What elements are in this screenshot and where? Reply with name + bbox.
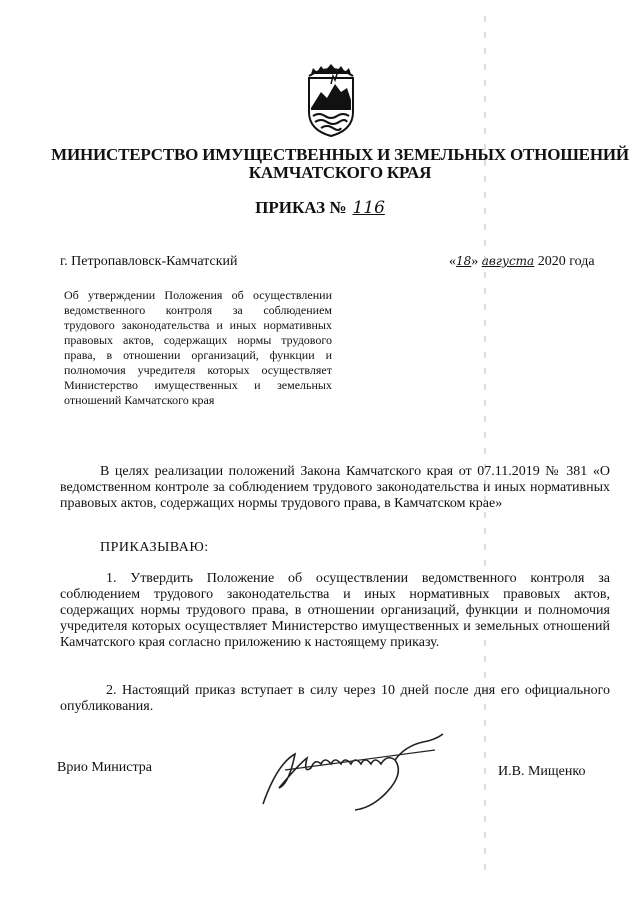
handwritten-signature <box>255 724 465 814</box>
ministry-name <box>40 146 640 182</box>
order-subject: Об утверждении Положения об осуществлении ведомственного контроля за соблюдением трудового законодательства и иных нормативных правовых актов, содержащих нормы трудового права, в отношении организаций, функции и полномочия учредителя которых осуществляет Министерство имущественных и земельных отношений Камчатского края <box>64 288 332 407</box>
ministry-name-line2: КАМЧАТСКОГО КРАЯ <box>248 163 432 182</box>
date-month: августа <box>481 254 535 268</box>
order-date: «18» августа 2020 года <box>449 254 595 269</box>
kamchatka-coat-of-arms-emblem <box>305 62 357 138</box>
order-number: 116 <box>352 198 385 218</box>
prikazyvayu-heading: ПРИКАЗЫВАЮ: <box>100 540 209 555</box>
signer-role: Врио Министра <box>57 760 152 775</box>
signer-name: И.В. Мищенко <box>498 764 586 779</box>
order-item-1: 1. Утвердить Положение об осуществлении ведомственного контроля за соблюдением трудового законодательства и иных нормативных правовых актов, содержащих нормы трудового права, в отношении организаций, функции и полномочия учредителя которых осуществляет Министерство имущественных и земельных отношений Камчатского края согласно приложению к настоящему приказу. <box>60 571 610 650</box>
intro-paragraph <box>60 464 610 512</box>
city: г. Петропавловск-Камчатский <box>60 254 238 269</box>
order-item-2: 2. Настоящий приказ вступает в силу через 10 дней после дня его официального опубликования. <box>60 683 610 714</box>
order-label: ПРИКАЗ № <box>255 198 347 217</box>
intro-text: В целях реализации положений Закона Камчатского края от 07.11.2019 № 381 «О ведомственном контроле за соблюдением трудового законодательства и иных нормативных правовых актов, содержащих нормы трудового права, в Камчатском крае» <box>60 464 610 511</box>
ministry-name-line1: МИНИСТЕРСТВО ИМУЩЕСТВЕННЫХ И ЗЕМЕЛЬНЫХ ОТНОШЕНИЙ <box>51 145 629 164</box>
date-year: 2020 года <box>537 254 595 269</box>
order-title <box>0 198 640 218</box>
date-day: 18 <box>456 254 472 268</box>
